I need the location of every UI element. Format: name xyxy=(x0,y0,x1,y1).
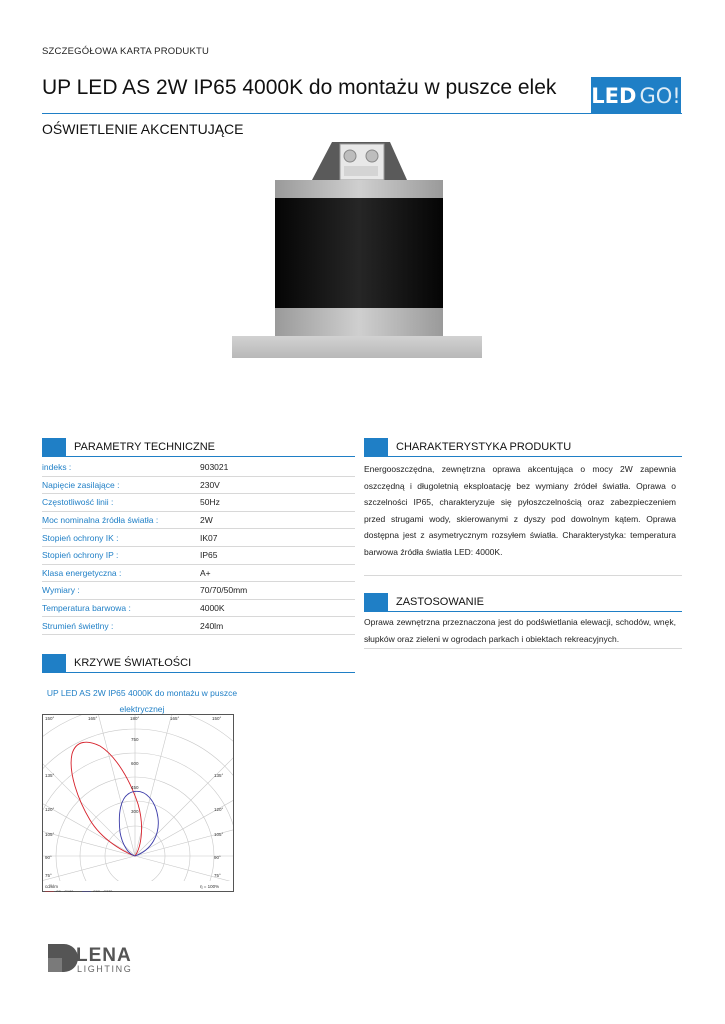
param-value: 240lm xyxy=(200,617,355,635)
table-row xyxy=(42,529,355,547)
brand-name: LENA xyxy=(76,945,132,966)
table-row xyxy=(42,599,355,617)
table-row xyxy=(42,582,355,600)
param-label: Moc nominalna źródła światła : xyxy=(42,511,200,529)
section-title: PARAMETRY TECHNICZNE xyxy=(74,441,215,453)
param-value: 230V xyxy=(200,476,355,494)
top-label: SZCZEGÓŁOWA KARTA PRODUKTU xyxy=(42,46,210,57)
brand-sub: LIGHTING xyxy=(77,964,133,974)
param-value: IP65 xyxy=(200,546,355,564)
section-title: ZASTOSOWANIE xyxy=(396,596,485,608)
characteristics-text: Energooszczędna, zewnętrzna oprawa akcentująca o mocy 2W zapewnia oszczędną i długoletnią eksploatację bez wymiany źródeł światła. Oprawa o szczelności IP65, charakteryzuje się pyłoszczelnością oraz zabezpieczeniem przed strugami wody, skierowanymi z dyszy pod dowolnym kątem. Oprawa dostępna jest z asymetrycznym rozsyłem światła. Charakterystyka: temperatura barwowa źródła światła LED: 4000K. xyxy=(364,464,676,557)
logo-go-text: GO! xyxy=(639,83,681,108)
angle-label: 120° xyxy=(45,807,55,812)
section-title: KRZYWE ŚWIATŁOŚCI xyxy=(74,657,192,669)
param-label: Stopień ochrony IP : xyxy=(42,546,200,564)
angle-label: 165° xyxy=(170,716,180,721)
param-value: A+ xyxy=(200,564,355,582)
radial-label: 750 xyxy=(131,737,139,742)
param-label: Częstotliwość linii : xyxy=(42,494,200,512)
angle-label: 90° xyxy=(45,855,52,860)
curve-title: UP LED AS 2W IP65 4000K do montażu w puszce elektrycznej xyxy=(46,688,238,714)
section-rule xyxy=(364,611,682,612)
angle-label: 75° xyxy=(45,873,52,878)
param-label: Stopień ochrony IK : xyxy=(42,529,200,547)
efficiency-label: η = 100% xyxy=(200,884,220,889)
section-marker xyxy=(42,654,66,672)
ledgo-logo xyxy=(591,77,681,114)
angle-label: 165° xyxy=(88,716,98,721)
param-label: Temperatura barwowa : xyxy=(42,599,200,617)
product-image xyxy=(232,140,482,360)
angle-label: 90° xyxy=(214,855,221,860)
section-marker xyxy=(364,438,388,456)
param-label: indeks : xyxy=(42,459,200,476)
table-row xyxy=(42,476,355,494)
section-header-curves xyxy=(42,654,355,674)
lena-lighting-logo xyxy=(46,942,146,979)
param-value: 50Hz xyxy=(200,494,355,512)
page-title: UP LED AS 2W IP65 4000K do montażu w puszce elek xyxy=(42,76,557,99)
param-value: 4000K xyxy=(200,599,355,617)
logo-led-text: LED xyxy=(591,83,637,108)
angle-label: 120° xyxy=(214,807,224,812)
angle-label: 180° xyxy=(130,716,140,721)
section-title: CHARAKTERYSTYKA PRODUKTU xyxy=(396,441,572,453)
param-value: 903021 xyxy=(200,459,355,476)
radial-label: 450 xyxy=(131,785,139,790)
angle-label: 105° xyxy=(214,832,224,837)
param-value: 2W xyxy=(200,511,355,529)
param-value: 70/70/50mm xyxy=(200,582,355,600)
param-value: IK07 xyxy=(200,529,355,547)
page-subtitle: OŚWIETLENIE AKCENTUJĄCE xyxy=(42,121,244,137)
param-label: Wymiary : xyxy=(42,582,200,600)
application-divider xyxy=(364,648,682,649)
legend-c0: C0 - C180 xyxy=(56,890,74,892)
section-header-characteristics xyxy=(364,438,682,458)
table-row xyxy=(42,564,355,582)
radial-label: 600 xyxy=(131,761,139,766)
section-rule xyxy=(42,672,355,673)
characteristics-divider xyxy=(364,575,682,576)
table-row xyxy=(42,494,355,512)
polar-light-curve xyxy=(42,714,234,892)
angle-label: 150° xyxy=(212,716,222,721)
section-marker xyxy=(364,593,388,611)
angle-label: 75° xyxy=(214,873,221,878)
table-row xyxy=(42,617,355,635)
section-rule xyxy=(364,456,682,457)
param-label: Strumień świetlny : xyxy=(42,617,200,635)
radial-label: 300 xyxy=(131,809,139,814)
angle-label: 105° xyxy=(45,832,55,837)
section-header-application xyxy=(364,593,682,613)
section-marker xyxy=(42,438,66,456)
param-label: Klasa energetyczna : xyxy=(42,564,200,582)
section-rule xyxy=(42,456,355,457)
param-label: Napięcie zasilające : xyxy=(42,476,200,494)
application-text: Oprawa zewnętrzna przeznaczona jest do podświetlania elewacji, schodów, wnęk, słupków oraz zieleni w ogrodach parkach i obiektach rekreacyjnych. xyxy=(364,617,676,644)
angle-label: 135° xyxy=(45,773,55,778)
unit-label: cd/klm xyxy=(45,884,59,889)
section-header-params xyxy=(42,438,355,458)
table-row xyxy=(42,459,355,476)
params-table xyxy=(42,459,355,635)
title-divider xyxy=(42,113,682,114)
angle-label: 150° xyxy=(45,716,55,721)
table-row xyxy=(42,511,355,529)
table-row xyxy=(42,546,355,564)
legend-c90: C90 - C270 xyxy=(93,890,113,892)
angle-label: 135° xyxy=(214,773,224,778)
